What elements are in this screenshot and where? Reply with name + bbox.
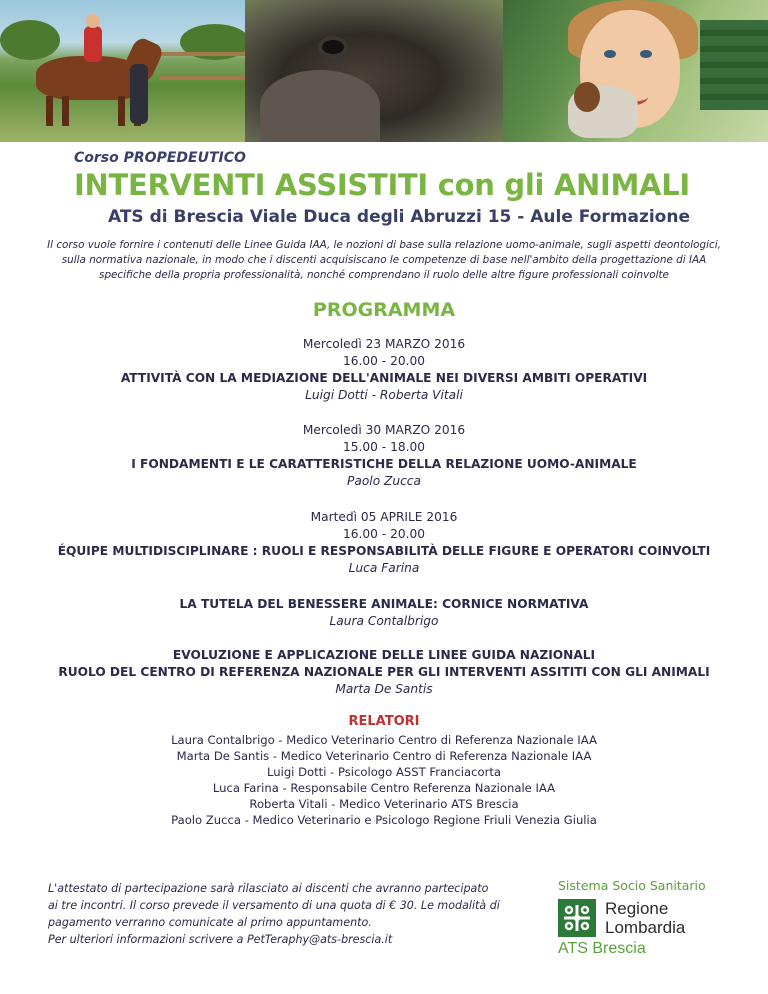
course-title: INTERVENTI ASSISTITI con gli ANIMALI xyxy=(74,168,690,202)
session-topic: LA TUTELA DEL BENESSERE ANIMALE: CORNICE NORMATIVA xyxy=(179,597,589,611)
session-time: 15.00 - 18.00 xyxy=(343,440,425,454)
program-title: PROGRAMMA xyxy=(312,299,456,321)
program-session xyxy=(0,647,768,698)
footer-note xyxy=(48,880,508,948)
program-session xyxy=(0,596,768,630)
session-topic: ÉQUIPE MULTIDISCIPLINARE : RUOLI E RESPONSABILITÀ DELLE FIGURE E OPERATORI COINVOLTI xyxy=(57,544,711,558)
speaker-item: Luigi Dotti - Psicologo ASST Franciacorta xyxy=(267,765,501,779)
program-session xyxy=(0,509,768,577)
session-time: 16.00 - 20.00 xyxy=(343,354,425,368)
session-speaker: Marta De Santis xyxy=(335,682,433,696)
session-time: 16.00 - 20.00 xyxy=(343,527,425,541)
session-topic-secondary: RUOLO DEL CENTRO DI REFERENZA NAZIONALE PER GLI INTERVENTI ASSITITI CON GLI ANIMALI xyxy=(58,665,710,679)
logo-ats-label: ATS Brescia xyxy=(558,940,646,957)
session-speaker: Luigi Dotti - Roberta Vitali xyxy=(305,388,463,402)
speaker-item: Roberta Vitali - Medico Veterinario ATS Brescia xyxy=(249,797,519,811)
footer-line: ai tre incontri. Il corso prevede il versamento di una quota di € 30. Le modalità di xyxy=(48,899,500,912)
speakers-list xyxy=(0,732,768,828)
logo-region-name xyxy=(605,899,685,937)
horse-riding-photo xyxy=(0,0,245,142)
intro-line: Il corso vuole fornire i contenuti delle Linee Guida IAA, le nozioni di base sulla relazione uomo-animale, sugli aspetti deontologici, xyxy=(47,239,721,251)
footer-line: pagamento verranno comunicate al primo appuntamento. xyxy=(48,916,372,929)
footer-line: L'attestato di partecipazione sarà rilasciato ai discenti che avranno partecipato xyxy=(48,882,489,895)
speaker-item: Marta De Santis - Medico Veterinario Centro di Referenza Nazionale IAA xyxy=(176,749,592,763)
intro-line: specifiche della propria professionalità, nonché comprendano il ruolo delle altre figure professionali coinvolte xyxy=(99,269,669,281)
footer-line: Per ulteriori informazioni scrivere a PetTeraphy@ats-brescia.it xyxy=(48,933,393,946)
session-date: Martedì 05 APRILE 2016 xyxy=(310,510,458,524)
session-speaker: Paolo Zucca xyxy=(347,474,421,488)
session-date: Mercoledì 23 MARZO 2016 xyxy=(302,337,466,351)
photo-banner xyxy=(0,0,768,142)
session-speaker: Laura Contalbrigo xyxy=(329,614,439,628)
session-speaker: Luca Farina xyxy=(348,561,420,575)
session-topic: EVOLUZIONE E APPLICAZIONE DELLE LINEE GUIDA NAZIONALI xyxy=(172,648,596,662)
course-location: ATS di Brescia Viale Duca degli Abruzzi 15 - Aule Formazione xyxy=(108,207,690,227)
logo-system-label: Sistema Socio Sanitario xyxy=(558,878,706,893)
speaker-item: Luca Farina - Responsabile Centro Referenza Nazionale IAA xyxy=(212,781,556,795)
speakers-title: RELATORI xyxy=(348,714,420,729)
session-date: Mercoledì 30 MARZO 2016 xyxy=(302,423,466,437)
speaker-item: Paolo Zucca - Medico Veterinario e Psicologo Regione Friuli Venezia Giulia xyxy=(171,813,597,827)
logo-region-line: Lombardia xyxy=(605,918,686,937)
course-label: Corso PROPEDEUTICO xyxy=(74,150,246,166)
session-topic: ATTIVITÀ CON LA MEDIAZIONE DELL'ANIMALE NEI DIVERSI AMBITI OPERATIVI xyxy=(120,371,648,385)
program-session xyxy=(0,422,768,490)
course-intro xyxy=(40,238,728,283)
session-topic: I FONDAMENTI E LE CARATTERISTICHE DELLA RELAZIONE UOMO-ANIMALE xyxy=(131,457,637,471)
lombardy-rose-icon xyxy=(558,899,596,937)
speaker-item: Laura Contalbrigo - Medico Veterinario Centro di Referenza Nazionale IAA xyxy=(171,733,597,747)
intro-line: sulla normativa nazionale, in modo che i discenti acquisiscano le competenze di base nell'ambito della progettazione di IAA xyxy=(61,254,707,266)
program-session xyxy=(0,336,768,404)
logo-region-line: Regione xyxy=(605,899,669,918)
